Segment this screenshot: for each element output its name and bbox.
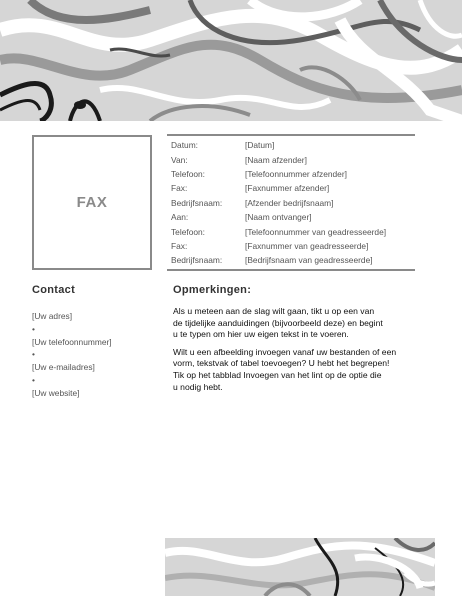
row-value[interactable]: [Datum] [245,140,275,151]
table-row [167,224,415,238]
notes-paragraph [173,347,423,393]
row-label: Bedrijfsnaam: [171,197,223,208]
fax-label: FAX [76,194,108,211]
row-label: Bedrijfsnaam: [171,255,223,266]
contact-list [32,310,157,400]
bullet-separator: • [32,323,35,334]
top-marble-banner [0,0,462,121]
bottom-marble-banner [165,538,435,596]
notes-line: Als u meteen aan de slag wilt gaan, tikt u op een van [173,306,375,316]
notes-body[interactable] [173,306,423,399]
row-label: Telefoon: [171,168,205,179]
table-row [167,138,415,152]
row-value[interactable]: [Bedrijfsnaam van geadresseerde] [245,255,373,266]
contact-heading: Contact [32,284,76,296]
row-value[interactable]: [Naam ontvanger] [245,212,312,223]
table-row [167,239,415,253]
row-value[interactable]: [Afzender bedrijfsnaam] [245,197,334,208]
table-row [167,152,415,166]
row-label: Datum: [171,140,198,151]
row-value[interactable]: [Naam afzender] [245,154,307,165]
row-value[interactable]: [Telefoonnummer van geadresseerde] [245,226,387,237]
table-row [167,167,415,181]
fax-header-table [167,134,415,271]
notes-line: de tijdelijke aanduidingen (bijvoorbeeld deze) en begint [173,317,383,328]
table-row [167,253,415,267]
row-value[interactable]: [Faxnummer van geadresseerde] [245,240,369,251]
table-row [167,210,415,224]
table-row [167,196,415,210]
contact-address[interactable]: [Uw adres] [32,311,73,321]
row-value[interactable]: [Faxnummer afzender] [245,183,330,194]
notes-heading: Opmerkingen: [173,284,252,296]
fax-image-box[interactable] [32,135,152,270]
contact-email[interactable]: [Uw e-mailadres] [32,362,95,373]
row-label: Van: [171,154,188,165]
row-label: Telefoon: [171,226,205,237]
row-value[interactable]: [Telefoonnummer afzender] [245,168,347,179]
notes-line: Tik op het tabblad Invoegen van het lint op de optie die [173,369,382,380]
bullet-separator: • [32,349,35,360]
contact-website[interactable]: [Uw website] [32,387,80,398]
notes-line: Wilt u een afbeelding invoegen vanaf uw bestanden of een [173,346,397,357]
notes-line: u te typen om hier uw eigen tekst in te voeren. [173,329,349,340]
notes-paragraph [173,306,423,341]
bullet-separator: • [32,374,35,385]
notes-line: u nodig hebt. [173,381,223,392]
table-row [167,181,415,195]
notes-line: vorm, tekstvak of tabel toevoegen? U hebt het begrepen! [173,358,390,369]
row-label: Fax: [171,183,188,194]
row-label: Aan: [171,212,189,223]
contact-phone[interactable]: [Uw telefoonnummer] [32,336,112,347]
row-label: Fax: [171,240,188,251]
